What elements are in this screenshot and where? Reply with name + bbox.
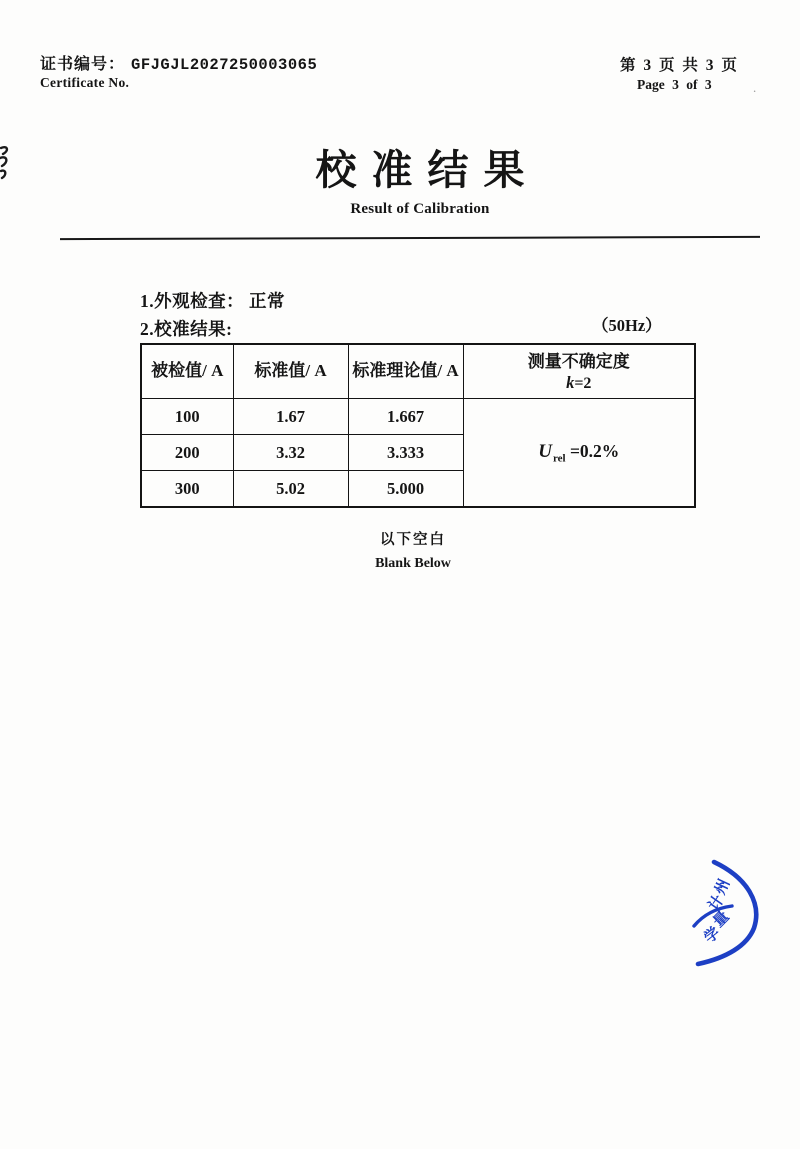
calibration-result-line: 2.校准结果:	[140, 319, 233, 339]
title-block	[60, 146, 780, 218]
cell-theoretical-1: 1.667	[348, 399, 463, 435]
page-title-zh: 校准结果	[315, 147, 540, 193]
certificate-number-label-zh: 证书编号：	[40, 56, 126, 73]
header-measured-value: 被检值/ A	[141, 344, 233, 399]
stamp-char: 量	[709, 907, 733, 931]
cell-theoretical-2: 3.333	[348, 435, 463, 471]
stamp-char: 学	[700, 923, 724, 947]
header-standard-value: 标准值/ A	[233, 344, 348, 399]
cell-standard-2: 3.32	[233, 435, 348, 471]
page-number-en: Page 3 of 3	[637, 77, 712, 92]
visual-check-line: 1.外观检查： 正常	[140, 291, 285, 311]
cell-standard-1: 1.67	[233, 399, 348, 435]
certificate-number-value: GFJGJL2027250003065	[131, 56, 318, 74]
uncertainty-title: 测量不确定度	[527, 352, 630, 372]
certificate-number-label-en: Certificate No.	[40, 75, 130, 90]
cell-measured-3: 300	[141, 471, 233, 508]
scan-dot-artifact: .	[753, 80, 757, 95]
blank-below-block	[26, 528, 800, 572]
stamp-arc	[686, 846, 770, 976]
cell-measured-1: 100	[141, 399, 233, 435]
page-title-en: Result of Calibration	[350, 201, 490, 218]
stamp-char: 计	[705, 892, 728, 915]
cell-standard-3: 5.02	[233, 471, 348, 508]
calibration-table	[140, 343, 696, 508]
header-standard-theoretical-value: 标准理论值/ A	[348, 344, 463, 399]
frequency-note: （50Hz）	[592, 316, 662, 335]
divider-line	[60, 236, 760, 241]
table-row	[141, 399, 695, 435]
blank-below-en: Blank Below	[375, 556, 451, 571]
cell-measured-2: 200	[141, 435, 233, 471]
page-number-zh: 第 3 页 共 3 页	[620, 57, 739, 74]
certificate-number-line	[40, 51, 317, 74]
header-uncertainty	[463, 344, 695, 399]
blank-below-zh: 以下空白	[380, 532, 446, 548]
stamp-char: 州	[711, 876, 734, 898]
scan-artifact	[0, 144, 12, 182]
coverage-factor: k=2	[566, 372, 592, 392]
official-stamp	[686, 846, 770, 976]
uncertainty-value: $U_{rel} =0.2\%$	[463, 399, 695, 508]
table-header-row	[141, 344, 695, 399]
cell-theoretical-3: 5.000	[348, 471, 463, 508]
